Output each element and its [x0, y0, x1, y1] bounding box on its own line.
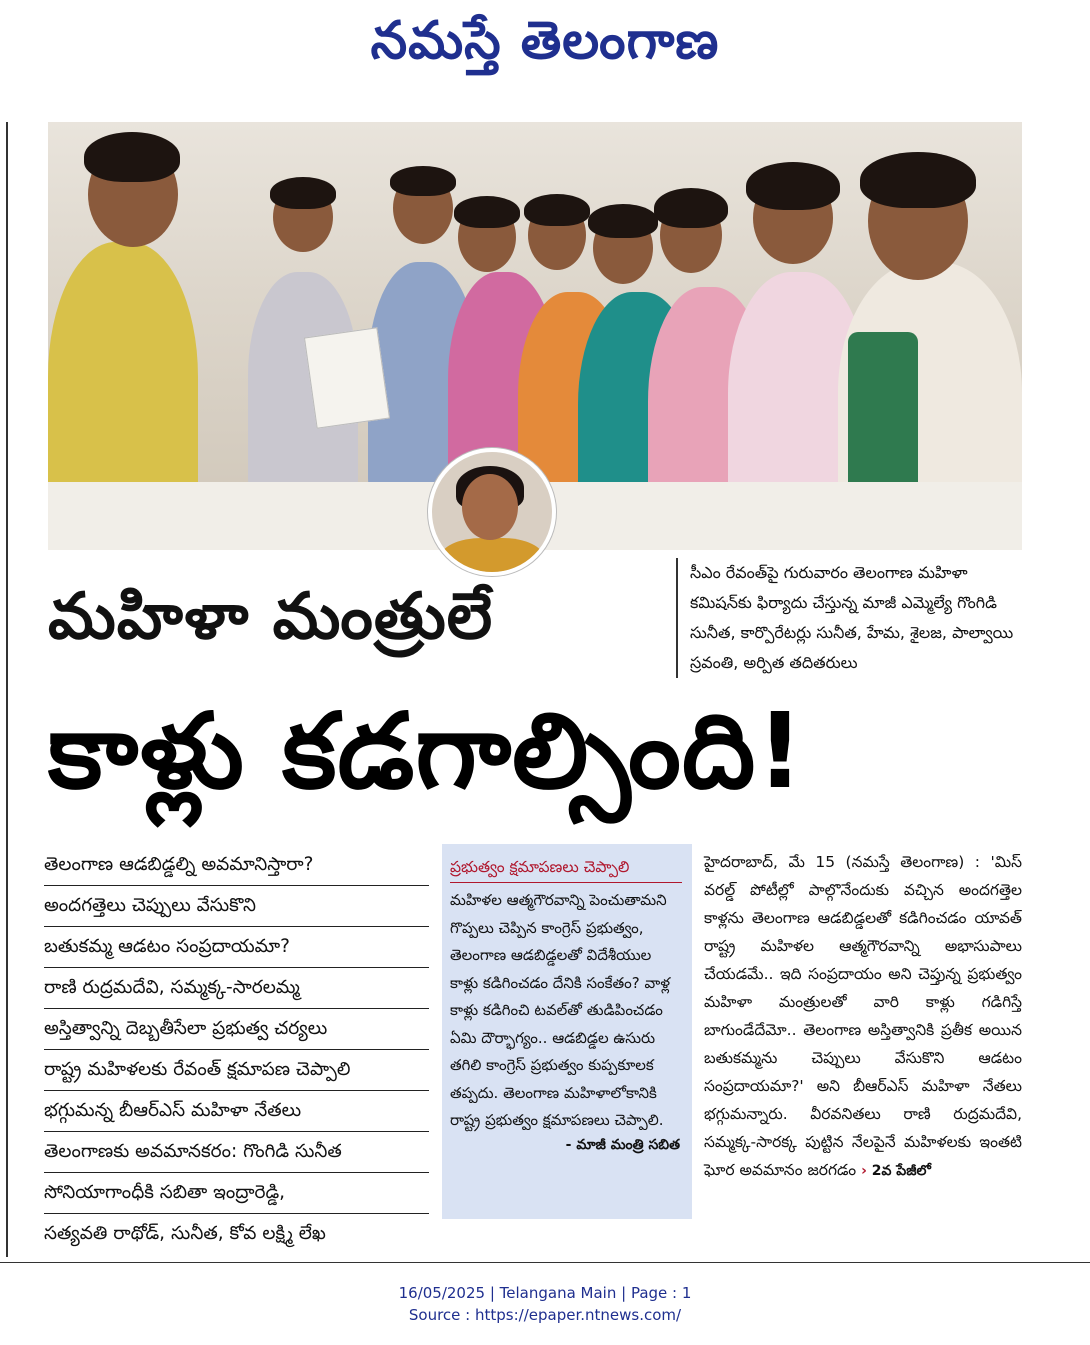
highlight-item: అందగత్తెలు చెప్పులు వేసుకొని	[44, 886, 429, 927]
footer-source: Source : https://epaper.ntnews.com/	[408, 1306, 682, 1324]
highlight-item: అస్తిత్వాన్ని దెబ్బతీసేలా ప్రభుత్వ చర్యలు	[44, 1009, 429, 1050]
story-body: హైదరాబాద్, మే 15 (నమస్తే తెలంగాణ) : 'మిస్ వరల్డ్ పోటీల్లో పాల్గొనేందుకు వచ్చిన అందగత్తెల కాళ్లను తెలంగాణ ఆడబిడ్డలతో కడిగించడం యావత్ రాష్ట్ర మహిళల ఆత్మగౌరవాన్ని అభాసుపాలు చేయడమే.. ఇది సంప్రదాయం అని చెప్తున్న ప్రభుత్వం మహిళా మంత్రులతో వారి కాళ్లు గడిగిస్తే బాగుండేదేమో.. తెలంగాణ అస్తిత్వానికి ప్రతీక అయిన బతుకమ్మను చెప్పులు వేసుకొని ఆడటం సంప్రదాయమా?' అని బీఆర్‌ఎస్ మహిళా నేతలు భగ్గుమన్నారు. వీరవనితలు రాణి రుద్రమదేవి, సమ్మక్క-సారక్క పుట్టిన నేలపైనే మహిళలకు ఇంతటి ఘోర అవమానం జరగడం	[704, 853, 1022, 1179]
highlight-item: బతుకమ్మ ఆడటం సంప్రదాయమా?	[44, 927, 429, 968]
footer-rule	[0, 1262, 1090, 1263]
highlight-item: సత్యవతి రాథోడ్, సునీత, కోవ లక్ష్మి లేఖ	[44, 1223, 326, 1244]
highlight-item: సోనియాగాంధీకి సబితా ఇంద్రారెడ్డి,	[44, 1173, 429, 1214]
highlight-item: రాష్ట్ర మహిళలకు రేవంత్ క్షమాపణ చెప్పాలి	[44, 1050, 429, 1091]
inset-portrait	[428, 448, 556, 576]
column-rule	[6, 122, 8, 1257]
highlight-item: తెలంగాణ ఆడబిడ్డల్ని అవమానిస్తారా?	[44, 845, 429, 886]
headline-line-1: మహిళా మంత్రులే	[48, 580, 494, 654]
photo-caption: సీఎం రేవంత్‌పై గురువారం తెలంగాణ మహిళా కమిషన్‌కు ఫిర్యాదు చేస్తున్న మాజీ ఎమ్మెల్యే గొంగిడి సునీత, కార్పొరేటర్లు సునీత, హేమ, శైలజ, పాల్వాయి స్రవంతి, అర్పిత తదితరులు	[676, 558, 1030, 678]
continued-link[interactable]	[861, 1163, 931, 1179]
highlight-item: భగ్గుమన్న బీఆర్‌ఎస్ మహిళా నేతలు	[44, 1091, 429, 1132]
sidebox-signature: - మాజీ మంత్రి సబిత	[565, 1136, 680, 1153]
highlight-item: రాణి రుద్రమదేవి, సమ్మక్క-సారలమ్మ	[44, 968, 429, 1009]
story-column	[704, 848, 1022, 1185]
highlight-item: తెలంగాణకు అవమానకరం: గొంగిడి సునీత	[44, 1132, 429, 1173]
masthead-logo: నమస్తే తెలంగాణ	[370, 10, 720, 71]
sidebox-title: ప్రభుత్వం క్షమాపణలు చెప్పాలి	[450, 858, 682, 883]
highlights-list	[44, 845, 429, 1254]
sidebox-body: మహిళల ఆత్మగౌరవాన్ని పెంచుతామని గొప్పలు చెప్పిన కాంగ్రెస్ ప్రభుత్వం, తెలంగాణ ఆడబిడ్డలతో విదేశీయుల కాళ్లు కడిగించడం దేనికి సంకేతం? వాళ్ల కాళ్లు కడిగించి టవల్‌తో తుడిపించడం ఏమి దౌర్భాగ్యం.. ఆడబిడ్డల ఉసురు తగిలి కాంగ్రెస్ ప్రభుత్వం కుప్పకూలక తప్పదు. తెలంగాణ మహిళాలోకానికి రాష్ట్ర ప్రభుత్వం క్షమాపణలు చెప్పాలి.	[450, 891, 671, 1129]
footer-date-edition: 16/05/2025 | Telangana Main | Page : 1	[398, 1284, 692, 1302]
continued-label: 2వ పేజీలో	[871, 1163, 931, 1179]
continue-arrow-icon: ›	[861, 1163, 867, 1179]
headline-line-2: కాళ్లు కడగాల్సింది!	[48, 690, 805, 812]
quote-sidebox	[442, 844, 692, 1219]
